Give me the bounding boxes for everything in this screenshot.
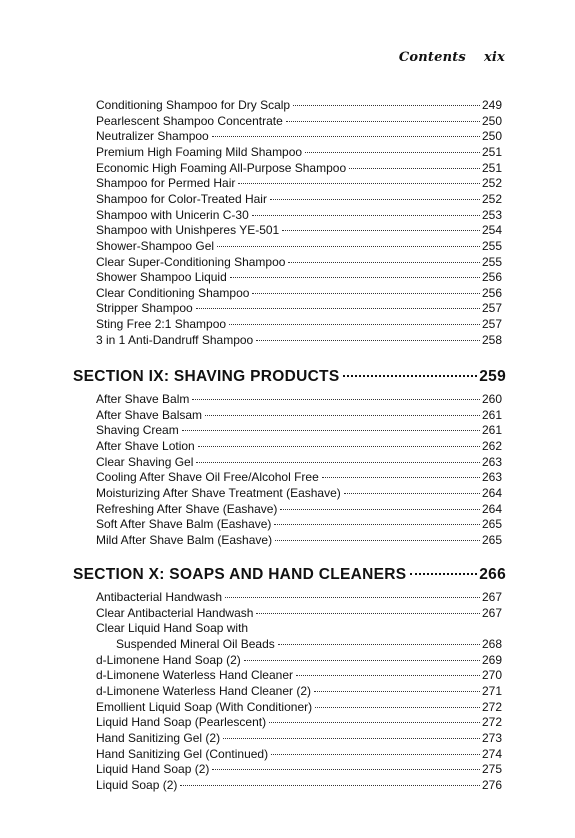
entry-page-number: 274: [481, 746, 502, 761]
dot-leader: [205, 415, 480, 416]
dot-leader: [229, 324, 480, 325]
dot-leader: [196, 462, 480, 463]
dot-leader: [305, 152, 480, 153]
entry-title: Sting Free 2:1 Shampoo: [96, 317, 227, 332]
dot-leader: [238, 183, 480, 184]
dot-leader: [256, 613, 480, 614]
dot-leader: [269, 722, 480, 723]
dot-leader: [271, 754, 480, 755]
entry-title: Shower Shampoo Liquid: [96, 270, 227, 285]
running-head-page: xix: [483, 50, 505, 65]
toc-entry: [96, 778, 502, 792]
entry-page-number: 265: [481, 532, 502, 547]
entry-title: Economic High Foaming All-Purpose Shampoo: [96, 160, 347, 175]
entry-page-number: 268: [481, 636, 502, 651]
entry-page-number: 249: [481, 98, 502, 112]
dot-leader: [288, 262, 480, 263]
toc-entry: [96, 333, 502, 347]
toc-entry: [96, 255, 502, 269]
entry-page-number: 253: [481, 207, 502, 222]
toc-entry: [96, 715, 502, 729]
entry-page-number: 272: [481, 699, 502, 714]
dot-leader: [349, 168, 480, 169]
entry-title: Hand Sanitizing Gel (Continued): [96, 746, 269, 761]
entry-page-number: 256: [481, 285, 502, 300]
entry-page-number: 275: [481, 762, 502, 777]
entry-title: Moisturizing After Shave Treatment (Eashave): [96, 485, 341, 500]
dot-leader: [252, 215, 480, 216]
running-head-title: Contents: [398, 50, 466, 65]
dot-leader: [344, 493, 480, 494]
section-heading-ix: [73, 368, 506, 386]
entry-title: After Shave Balsam: [96, 407, 203, 422]
toc-entry: [96, 653, 502, 667]
dot-leader: [223, 738, 480, 739]
entry-page-number: 251: [481, 144, 502, 159]
entry-page-number: 264: [481, 501, 502, 516]
entry-page-number: 270: [481, 668, 502, 683]
toc-entry: [96, 762, 502, 776]
entry-page-number: 254: [481, 223, 502, 238]
entry-title: Clear Conditioning Shampoo: [96, 285, 250, 300]
dot-leader: [256, 340, 480, 341]
entry-title: Liquid Soap (2): [96, 777, 178, 792]
dot-leader: [282, 230, 480, 231]
dot-leader: [230, 277, 480, 278]
dot-leader: [180, 785, 480, 786]
section-title: SECTION X: SOAPS AND HAND CLEANERS: [73, 566, 407, 583]
toc-entry: [96, 239, 502, 253]
toc-entry: [96, 439, 502, 453]
dot-leader: [217, 246, 480, 247]
toc-entry: [96, 176, 502, 190]
entry-page-number: 261: [481, 407, 502, 422]
toc-entry: [96, 684, 502, 698]
toc-entry: [96, 700, 502, 714]
dot-leader: [270, 199, 480, 200]
toc-entry: [96, 517, 502, 531]
entry-title: Emollient Liquid Soap (With Conditioner): [96, 699, 313, 714]
entry-page-number: 263: [481, 454, 502, 469]
entry-title: Conditioning Shampoo for Dry Scalp: [96, 98, 291, 112]
entry-page-number: 276: [481, 777, 502, 792]
entry-page-number: 252: [481, 176, 502, 191]
entry-title: Soft After Shave Balm (Eashave): [96, 517, 272, 532]
dot-leader: [192, 399, 480, 400]
entry-title: After Shave Lotion: [96, 438, 195, 453]
dot-leader: [252, 293, 480, 294]
toc-entry: [96, 301, 502, 315]
entry-title: Hand Sanitizing Gel (2): [96, 730, 221, 745]
toc-entry: [96, 423, 502, 437]
toc-entry: [96, 621, 502, 635]
entry-title: Cooling After Shave Oil Free/Alcohol Free: [96, 470, 319, 485]
entry-page-number: 257: [481, 317, 502, 332]
entry-title: Stripper Shampoo: [96, 301, 193, 316]
entry-page-number: 250: [481, 113, 502, 128]
entry-title: Clear Liquid Hand Soap with: [96, 621, 249, 636]
toc-entry: [96, 486, 502, 500]
toc-entry: [96, 192, 502, 206]
entry-title: Shower-Shampoo Gel: [96, 238, 215, 253]
dot-leader: [244, 660, 480, 661]
dot-leader: [286, 121, 480, 122]
entry-title: d-Limonene Waterless Hand Cleaner (2): [96, 683, 311, 698]
entry-page-number: 257: [481, 301, 502, 316]
dot-leader: [212, 136, 480, 137]
entry-page-number: 252: [481, 191, 502, 206]
entry-title: Clear Antibacterial Handwash: [96, 605, 254, 620]
running-head: [399, 50, 505, 65]
entry-page-number: 262: [481, 438, 502, 453]
entry-title: Shampoo for Color-Treated Hair: [96, 191, 267, 206]
entry-page-number: 256: [481, 270, 502, 285]
entry-page-number: 271: [481, 683, 502, 698]
entry-title: Pearlescent Shampoo Concentrate: [96, 113, 283, 128]
toc-entry: [96, 114, 502, 128]
entry-title: Liquid Hand Soap (2): [96, 762, 210, 777]
entry-page-number: 251: [481, 160, 502, 175]
dot-leader: [314, 691, 480, 692]
dot-leader: [225, 597, 480, 598]
dot-leader: [315, 707, 480, 708]
entry-title: Antibacterial Handwash: [96, 590, 223, 604]
dot-leader: [410, 573, 477, 575]
entry-page-number: 261: [481, 423, 502, 438]
toc-entry: [96, 470, 502, 484]
section-heading-x: [73, 566, 506, 584]
section-page-number: 259: [479, 368, 506, 385]
entry-title: d-Limonene Waterless Hand Cleaner: [96, 668, 293, 683]
entry-page-number: 255: [481, 238, 502, 253]
entry-page-number: 273: [481, 730, 502, 745]
toc-entry: [96, 747, 502, 761]
entry-title: Neutralizer Shampoo: [96, 129, 209, 144]
toc-entry: [96, 502, 502, 516]
toc-entry: [96, 223, 502, 237]
toc-entry: [96, 637, 502, 651]
toc-entry: [96, 606, 502, 620]
toc-entry: [96, 208, 502, 222]
toc-entry: [96, 668, 502, 682]
dot-leader: [196, 308, 480, 309]
entry-page-number: 255: [481, 254, 502, 269]
entry-title: Shaving Cream: [96, 423, 179, 438]
entry-title: Refreshing After Shave (Eashave): [96, 501, 278, 516]
entry-title: Suspended Mineral Oil Beads: [116, 636, 275, 651]
entry-title: Liquid Hand Soap (Pearlescent): [96, 715, 267, 730]
entry-page-number: 250: [481, 129, 502, 144]
toc-entry: [96, 98, 502, 112]
toc-entry: [96, 590, 502, 604]
entry-title: After Shave Balm: [96, 392, 190, 406]
entry-page-number: 258: [481, 332, 502, 347]
toc-entry: [96, 392, 502, 406]
entry-title: Clear Super-Conditioning Shampoo: [96, 254, 286, 269]
toc-entry: [96, 145, 502, 159]
dot-leader: [343, 375, 477, 377]
entry-page-number: 272: [481, 715, 502, 730]
entry-title: d-Limonene Hand Soap (2): [96, 652, 241, 667]
entry-page-number: 264: [481, 485, 502, 500]
entry-title: Shampoo with Unishperes YE-501: [96, 223, 280, 238]
entry-title: Premium High Foaming Mild Shampoo: [96, 144, 303, 159]
dot-leader: [322, 477, 480, 478]
toc-entry: [96, 533, 502, 547]
toc-entry: [96, 408, 502, 422]
dot-leader: [182, 430, 480, 431]
dot-leader: [296, 675, 480, 676]
toc-entry: [96, 129, 502, 143]
toc-entry: [96, 731, 502, 745]
dot-leader: [278, 644, 480, 645]
section-page-number: 266: [479, 566, 506, 583]
entry-page-number: 267: [481, 590, 502, 604]
entry-title: Shampoo with Unicerin C-30: [96, 207, 249, 222]
dot-leader: [293, 105, 480, 106]
section-title: SECTION IX: SHAVING PRODUCTS: [73, 368, 340, 385]
toc-entry: [96, 455, 502, 469]
entry-page-number: 263: [481, 470, 502, 485]
toc-entry: [96, 161, 502, 175]
toc-entry: [96, 270, 502, 284]
entry-page-number: 267: [481, 605, 502, 620]
dot-leader: [212, 769, 480, 770]
dot-leader: [275, 540, 480, 541]
entry-title: Mild After Shave Balm (Eashave): [96, 532, 273, 547]
entry-title: Shampoo for Permed Hair: [96, 176, 236, 191]
dot-leader: [280, 509, 480, 510]
dot-leader: [274, 524, 480, 525]
dot-leader: [198, 446, 480, 447]
entry-page-number: 260: [481, 392, 502, 406]
entry-page-number: 269: [481, 652, 502, 667]
entry-title: 3 in 1 Anti-Dandruff Shampoo: [96, 332, 254, 347]
toc-entry: [96, 317, 502, 331]
entry-page-number: 265: [481, 517, 502, 532]
toc-entry: [96, 286, 502, 300]
entry-title: Clear Shaving Gel: [96, 454, 194, 469]
